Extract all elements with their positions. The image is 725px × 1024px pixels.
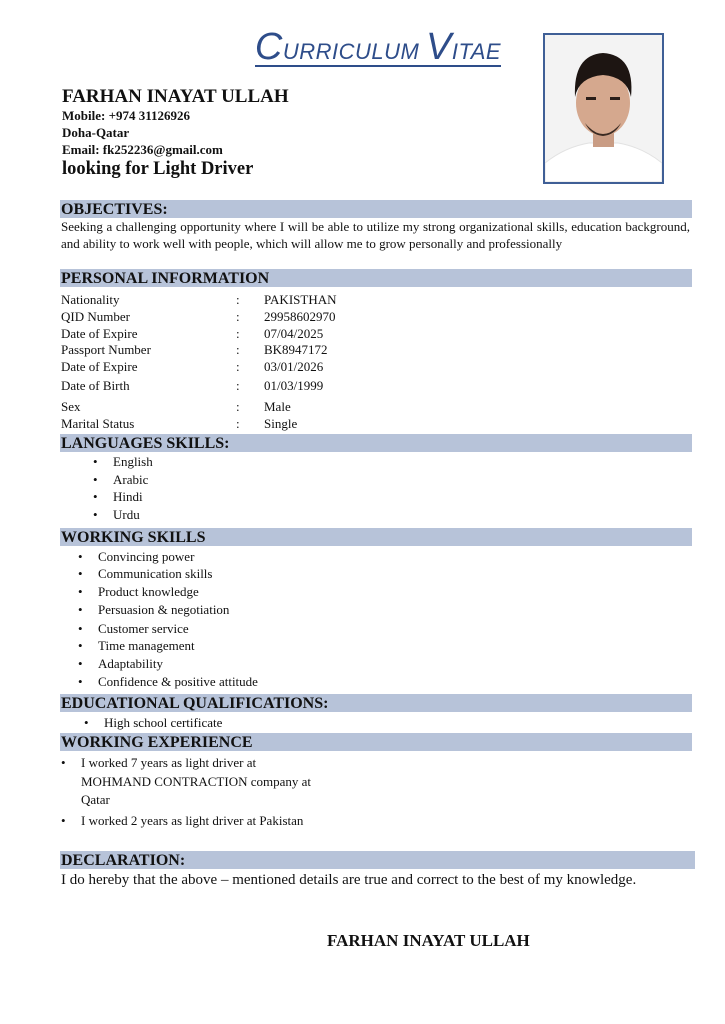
education-heading: EDUCATIONAL QUALIFICATIONS: (60, 694, 692, 712)
info-value: 29958602970 (264, 309, 336, 324)
bullet-icon: • (61, 755, 66, 770)
declaration-text: I do hereby that the above – mentioned details are true and correct to the best of my knowledge. (61, 872, 637, 888)
profile-photo (543, 33, 664, 184)
separator: : (236, 416, 240, 431)
info-label: Nationality (61, 292, 120, 307)
working-skills-heading: WORKING SKILLS (60, 528, 692, 546)
info-label: Date of Birth (61, 378, 130, 393)
experience-heading: WORKING EXPERIENCE (60, 733, 692, 751)
bullet-icon: • (78, 621, 83, 636)
bullet-icon: • (93, 454, 98, 469)
job-objective-line: looking for Light Driver (62, 159, 254, 179)
info-label: Sex (61, 399, 81, 414)
bullet-icon: • (78, 638, 83, 653)
info-value: 01/03/1999 (264, 378, 324, 393)
signature-name: FARHAN INAYAT ULLAH (327, 931, 530, 950)
bullet-icon: • (61, 813, 66, 828)
bullet-icon: • (78, 549, 83, 564)
candidate-name: FARHAN INAYAT ULLAH (62, 86, 289, 107)
info-label: Date of Expire (61, 359, 138, 374)
info-value: BK8947172 (264, 342, 328, 357)
separator: : (236, 359, 240, 374)
bullet-icon: • (78, 584, 83, 599)
email-address: Email: fk252236@gmail.com (62, 142, 223, 157)
separator: : (236, 292, 240, 307)
info-label: Date of Expire (61, 326, 138, 341)
separator: : (236, 309, 240, 324)
info-label: Marital Status (61, 416, 135, 431)
languages-heading: LANGUAGES SKILLS: (60, 434, 692, 452)
separator: : (236, 399, 240, 414)
separator: : (236, 342, 240, 357)
person-photo-icon (545, 35, 662, 182)
cv-title: CURRICULUM VITAE (254, 26, 502, 68)
declaration-heading: DECLARATION: (60, 851, 695, 869)
bullet-icon: • (78, 602, 83, 617)
objectives-heading: OBJECTIVES: (60, 200, 692, 218)
bullet-icon: • (78, 674, 83, 689)
bullet-icon: • (93, 489, 98, 504)
objectives-text: Seeking a challenging opportunity where I will be able to utilize my strong organizational skills, education background, and ability to work well with people, which will allow me to grow personally and professionally (61, 219, 690, 251)
info-value: 07/04/2025 (264, 326, 324, 341)
mobile-number: Mobile: +974 31126926 (62, 108, 191, 123)
info-value: 03/01/2026 (264, 359, 324, 374)
bullet-icon: • (93, 507, 98, 522)
personal-info-heading: PERSONAL INFORMATION (60, 269, 692, 287)
bullet-icon: • (84, 715, 89, 730)
bullet-icon: • (78, 656, 83, 671)
location: Doha-Qatar (62, 125, 130, 140)
separator: : (236, 326, 240, 341)
info-value: PAKISTHAN (264, 292, 337, 307)
info-value: Single (264, 416, 298, 431)
separator: : (236, 378, 240, 393)
bullet-icon: • (93, 472, 98, 487)
info-label: Passport Number (61, 342, 151, 357)
info-label: QID Number (61, 309, 130, 324)
info-value: Male (264, 399, 291, 414)
bullet-icon: • (78, 566, 83, 581)
